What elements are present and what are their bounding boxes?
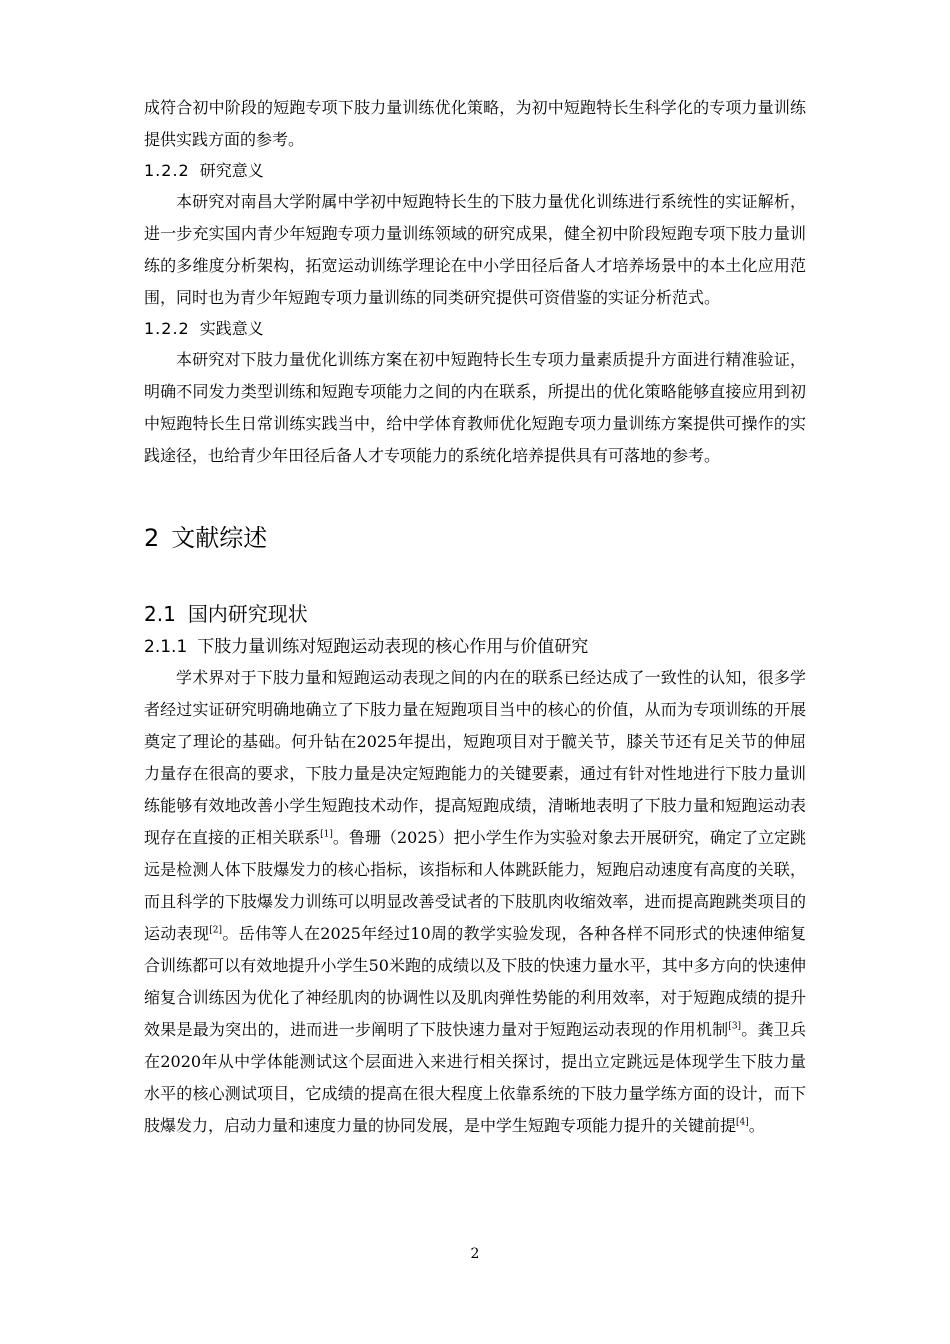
page-number: 2: [470, 1246, 480, 1262]
heading-number: 1.2.2: [144, 161, 190, 180]
chapter-title: 文献综述: [171, 524, 268, 552]
text-segment: 。龚卫兵在2020年从中学体能测试这个层面进入来进行相关探讨，提出立定跳远是体现学生下肢力量水平的核心测试项目，它成绩的提高在很大程度上依靠系统的下肢力量学练方面的设计，而下肢爆发力，启动力量和速度力量的协同发展，是中学生短跑专项能力提升的关键前提: [144, 1020, 806, 1135]
citation-3[interactable]: [3]: [728, 1021, 742, 1032]
heading-practical-significance: [144, 314, 806, 344]
heading-title: 实践意义: [199, 319, 264, 338]
subsection-number: 2.1.1: [144, 637, 188, 657]
subsection-heading-core-role: [144, 632, 806, 662]
section-title: 国内研究现状: [187, 602, 308, 626]
research-significance-paragraph: 本研究对南昌大学附属中学初中短跑特长生的下肢力量优化训练进行系统性的实证解析，进一步充实国内青少年短跑专项力量训练领域的研究成果，健全初中阶段短跑专项下肢力量训练的多维度分析架构，拓宽运动训练学理论在中小学田径后备人才培养场景中的本土化应用范围，同时也为青少年短跑专项力量训练的同类研究提供可资借鉴的实证分析范式。: [144, 192, 806, 307]
text-segment: 。鲁珊（2025）把小学生作为实验对象去开展研究，确定了立定跳远是检测人体下肢爆发力的核心指标，该指标和人体跳跃能力，短跑启动速度有高度的关联，而且科学的下肢爆发力训练可以明显改善受试者的下肢肌肉收缩效率，进而提高跑跳类项目的运动表现: [144, 828, 806, 943]
chapter-heading-literature-review: [144, 514, 806, 562]
section-number: 2.1: [144, 602, 176, 626]
chapter-number: 2: [144, 524, 160, 552]
citation-1[interactable]: [1]: [320, 829, 333, 840]
heading-research-significance: [144, 156, 806, 186]
subsection-title: 下肢力量训练对短跑运动表现的核心作用与价值研究: [197, 637, 589, 657]
intro-tail-paragraph: 成符合初中阶段的短跑专项下肢力量训练优化策略，为初中短跑特长生科学化的专项力量训练提供实践方面的参考。: [144, 98, 806, 149]
core-role-paragraph: [144, 662, 806, 1142]
heading-title: 研究意义: [199, 161, 264, 180]
page-content: [144, 92, 806, 1142]
section-heading-domestic-research: [144, 596, 806, 632]
heading-number: 1.2.2: [144, 319, 190, 338]
text-segment: 。岳伟等人在2025年经过10周的教学实验发现，各种各样不同形式的快速伸缩复合训练都可以有效地提升小学生50米跑的成绩以及下肢的快速力量水平，其中多方向的快速伸缩复合训练因为优化了神经肌肉的协调性以及肌肉弹性势能的利用效率，对于短跑成绩的提升效果是最为突出的，进而进一步阐明了下肢快速力量对于短跑运动表现的作用机制: [144, 924, 806, 1039]
citation-2[interactable]: [2]: [209, 925, 223, 936]
text-segment: 学术界对于下肢力量和短跑运动表现之间的内在的联系已经达成了一致性的认知，很多学者经过实证研究明确地确立了下肢力量在短跑项目当中的核心的价值，从而为专项训练的开展奠定了理论的基础。何升钻在2025年提出，短跑项目对于髋关节，膝关节还有足关节的伸屈力量存在很高的要求，下肢力量是决定短跑能力的关键要素，通过有针对性地进行下肢力量训练能够有效地改善小学生短跑技术动作，提高短跑成绩，清晰地表明了下肢力量和短跑运动表现存在直接的正相关联系: [144, 668, 806, 847]
practical-significance-paragraph: 本研究对下肢力量优化训练方案在初中短跑特长生专项力量素质提升方面进行精准验证，明确不同发力类型训练和短跑专项能力之间的内在联系，所提出的优化策略能够直接应用到初中短跑特长生日常训练实践当中，给中学体育教师优化短跑专项力量训练方案提供可操作的实践途径，也给青少年田径后备人才专项能力的系统化培养提供具有可落地的参考。: [144, 350, 806, 465]
citation-4[interactable]: [4]: [736, 1117, 749, 1128]
text-segment: 。: [748, 1116, 765, 1135]
